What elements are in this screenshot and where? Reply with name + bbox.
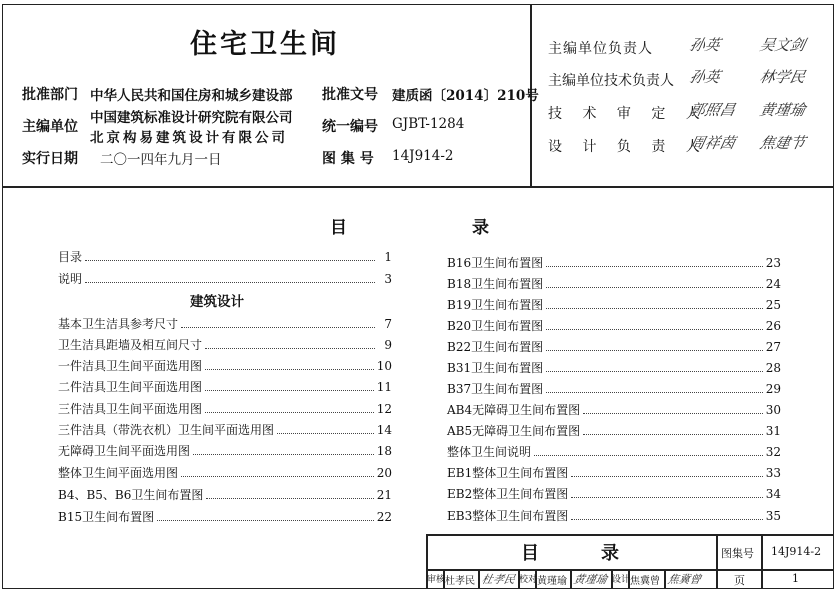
toc-entry-page: 7 — [384, 317, 392, 331]
check-name: 黄瑾瑜 — [537, 576, 567, 587]
toc-entry-label: B16卫生间布置图 — [447, 256, 544, 270]
approval-dept: 中华人民共和国住房和城乡建设部 — [90, 88, 293, 104]
check-label: 校对 — [519, 575, 538, 585]
toc-entry-page: 1 — [384, 250, 392, 264]
sig-label-design-lead: 设 计 负 责 人 — [548, 139, 708, 155]
toc-entry-page: 25 — [765, 298, 781, 312]
design-name: 焦冀曾 — [630, 576, 660, 587]
toc-leader-dots — [205, 347, 375, 349]
design-signature: 焦冀曾 — [666, 573, 703, 586]
toc-entry-label: 无障碍卫生间平面选用图 — [58, 444, 191, 458]
effective-date-label: 实行日期 — [22, 151, 78, 167]
toc-entry[interactable] — [58, 508, 392, 525]
toc-entry[interactable] — [58, 464, 392, 481]
toc-entry[interactable] — [58, 315, 392, 332]
toc-heading-right: 录 — [472, 218, 489, 238]
toc-entry-page: 30 — [765, 403, 781, 417]
toc-entry-page: 34 — [765, 487, 781, 501]
chief-editor-line2: 北京构易建筑设计有限公司 — [90, 130, 288, 146]
toc-entry-page: 3 — [384, 272, 392, 286]
toc-entry[interactable] — [447, 380, 781, 397]
signature: 焦建节 — [757, 134, 807, 152]
toc-entry[interactable] — [447, 317, 781, 334]
toc-entry[interactable] — [58, 248, 392, 265]
toc-leader-dots — [583, 412, 763, 414]
design-label: 设计 — [612, 575, 631, 585]
title-block — [426, 534, 834, 589]
signature: 孙英 — [687, 36, 722, 54]
title-block-name-right: 录 — [601, 543, 619, 564]
toc-entry-label: 卫生洁具距墙及相互间尺寸 — [58, 338, 203, 352]
toc-entry-page: 28 — [765, 361, 781, 375]
toc-entry-label: 二件洁具卫生间平面选用图 — [58, 380, 203, 394]
toc-entry-label: B37卫生间布置图 — [447, 382, 544, 396]
toc-entry-page: 20 — [376, 466, 392, 480]
approval-no: 建质函〔2014〕210号 — [392, 88, 539, 104]
toc-entry-page: 9 — [384, 338, 392, 352]
toc-entry[interactable] — [58, 357, 392, 374]
toc-entry[interactable] — [447, 296, 781, 313]
toc-leader-dots — [181, 326, 375, 328]
atlas-no: 14J914-2 — [392, 148, 454, 164]
toc-leader-dots — [571, 518, 763, 520]
toc-entry[interactable] — [447, 485, 781, 502]
toc-entry[interactable] — [447, 507, 781, 524]
toc-entry-page: 10 — [376, 359, 392, 373]
check-signature: 黄瑾瑜 — [572, 573, 609, 586]
toc-entry-label: 基本卫生洁具参考尺寸 — [58, 317, 179, 331]
toc-entry-page: 29 — [765, 382, 781, 396]
title-block-page-no: 1 — [792, 572, 799, 585]
toc-leader-dots — [206, 497, 373, 499]
toc-entry-label: B19卫生间布置图 — [447, 298, 544, 312]
toc-entry[interactable] — [58, 486, 392, 503]
toc-entry-page: 33 — [765, 466, 781, 480]
toc-entry[interactable] — [58, 421, 392, 438]
toc-entry-label: B4、B5、B6卫生间布置图 — [58, 488, 204, 502]
toc-entry-page: 23 — [765, 256, 781, 270]
toc-entry[interactable] — [58, 270, 392, 287]
toc-entry-label: B15卫生间布置图 — [58, 510, 155, 524]
title-block-atlas-label: 图集号 — [721, 547, 754, 560]
atlas-no-label: 图 集 号 — [322, 151, 374, 167]
toc-entry-label: AB5无障碍卫生间布置图 — [447, 424, 581, 438]
toc-entry[interactable] — [447, 443, 781, 460]
section-title: 建筑设计 — [190, 294, 244, 310]
toc-entry-page: 24 — [765, 277, 781, 291]
toc-entry[interactable] — [447, 254, 781, 271]
toc-entry-page: 27 — [765, 340, 781, 354]
toc-heading-left: 目 — [330, 218, 347, 238]
toc-leader-dots — [546, 391, 763, 393]
sig-label-chief-unit: 主编单位负责人 — [548, 41, 653, 57]
signature: 黄瑾瑜 — [757, 101, 807, 119]
toc-entry-label: B22卫生间布置图 — [447, 340, 544, 354]
toc-entry-label: 一件洁具卫生间平面选用图 — [58, 359, 203, 373]
toc-entry[interactable] — [447, 401, 781, 418]
signature: 郭照昌 — [687, 101, 737, 119]
toc-entry-label: B18卫生间布置图 — [447, 277, 544, 291]
signature: 周祥茵 — [687, 134, 737, 152]
toc-entry-page: 22 — [376, 510, 392, 524]
toc-leader-dots — [571, 496, 763, 498]
toc-entry[interactable] — [447, 275, 781, 292]
toc-leader-dots — [583, 433, 763, 435]
toc-entry-label: B20卫生间布置图 — [447, 319, 544, 333]
toc-leader-dots — [205, 411, 374, 413]
sig-label-tech-lead: 主编单位技术负责人 — [548, 73, 674, 89]
toc-leader-dots — [534, 454, 763, 456]
toc-leader-dots — [277, 432, 374, 434]
toc-leader-dots — [546, 370, 763, 372]
toc-leader-dots — [546, 307, 763, 309]
toc-entry-page: 35 — [765, 509, 781, 523]
chief-editor-line1: 中国建筑标准设计研究院有限公司 — [90, 110, 293, 126]
effective-date: 二〇一四年九月一日 — [100, 152, 222, 168]
toc-entry-page: 14 — [376, 423, 392, 437]
toc-entry-page: 26 — [765, 319, 781, 333]
sig-label-tech-review: 技 术 审 定 人 — [548, 106, 708, 122]
toc-leader-dots — [193, 453, 374, 455]
toc-leader-dots — [85, 281, 375, 283]
toc-entry-page: 12 — [376, 402, 392, 416]
title-block-atlas-no: 14J914-2 — [771, 545, 822, 558]
toc-entry-label: EB3整体卫生间布置图 — [447, 509, 569, 523]
signature: 吴文剑 — [757, 36, 807, 54]
chief-editor-label: 主编单位 — [22, 119, 78, 135]
toc-entry-page: 18 — [376, 444, 392, 458]
toc-entry[interactable] — [58, 442, 392, 459]
title-block-page-label: 页 — [734, 574, 745, 587]
toc-entry[interactable] — [58, 378, 392, 395]
toc-leader-dots — [205, 368, 374, 370]
signature: 林学民 — [757, 68, 807, 86]
toc-entry-label: 整体卫生间说明 — [447, 445, 532, 459]
toc-leader-dots — [546, 328, 763, 330]
approval-dept-label: 批准部门 — [22, 87, 78, 103]
toc-entry-page: 31 — [765, 424, 781, 438]
toc-entry-label: 三件洁具卫生间平面选用图 — [58, 402, 203, 416]
toc-leader-dots — [571, 475, 763, 477]
title-block-name-left: 目 — [521, 543, 539, 564]
toc-entry[interactable] — [58, 336, 392, 353]
page-title: 住宅卫生间 — [190, 29, 340, 60]
toc-entry[interactable] — [447, 422, 781, 439]
header-divider — [2, 186, 834, 188]
approval-no-label: 批准文号 — [322, 87, 378, 103]
toc-entry[interactable] — [447, 338, 781, 355]
review-label: 审核 — [427, 575, 446, 585]
toc-entry[interactable] — [58, 400, 392, 417]
toc-entry[interactable] — [447, 359, 781, 376]
toc-leader-dots — [181, 475, 374, 477]
toc-entry-label: 目录 — [58, 250, 83, 264]
toc-entry-label: EB1整体卫生间布置图 — [447, 466, 569, 480]
toc-leader-dots — [205, 389, 374, 391]
toc-entry-label: B31卫生间布置图 — [447, 361, 544, 375]
toc-entry-label: 说明 — [58, 272, 83, 286]
review-signature: 杜孝民 — [480, 573, 517, 586]
toc-leader-dots — [546, 286, 763, 288]
toc-leader-dots — [546, 349, 763, 351]
toc-entry-label: 三件洁具（带洗衣机）卫生间平面选用图 — [58, 423, 275, 437]
signature: 孙英 — [687, 68, 722, 86]
toc-entry-page: 32 — [765, 445, 781, 459]
toc-leader-dots — [546, 265, 763, 267]
toc-leader-dots — [157, 519, 374, 521]
toc-leader-dots — [85, 259, 375, 261]
unified-no: GJBT-1284 — [392, 116, 465, 132]
toc-entry-label: EB2整体卫生间布置图 — [447, 487, 569, 501]
toc-entry[interactable] — [447, 464, 781, 481]
review-name: 杜孝民 — [445, 576, 475, 587]
toc-entry-label: 整体卫生间平面选用图 — [58, 466, 179, 480]
toc-entry-page: 11 — [376, 380, 392, 394]
unified-no-label: 统一编号 — [322, 119, 378, 135]
toc-entry-page: 21 — [376, 488, 392, 502]
toc-entry-label: AB4无障碍卫生间布置图 — [447, 403, 581, 417]
